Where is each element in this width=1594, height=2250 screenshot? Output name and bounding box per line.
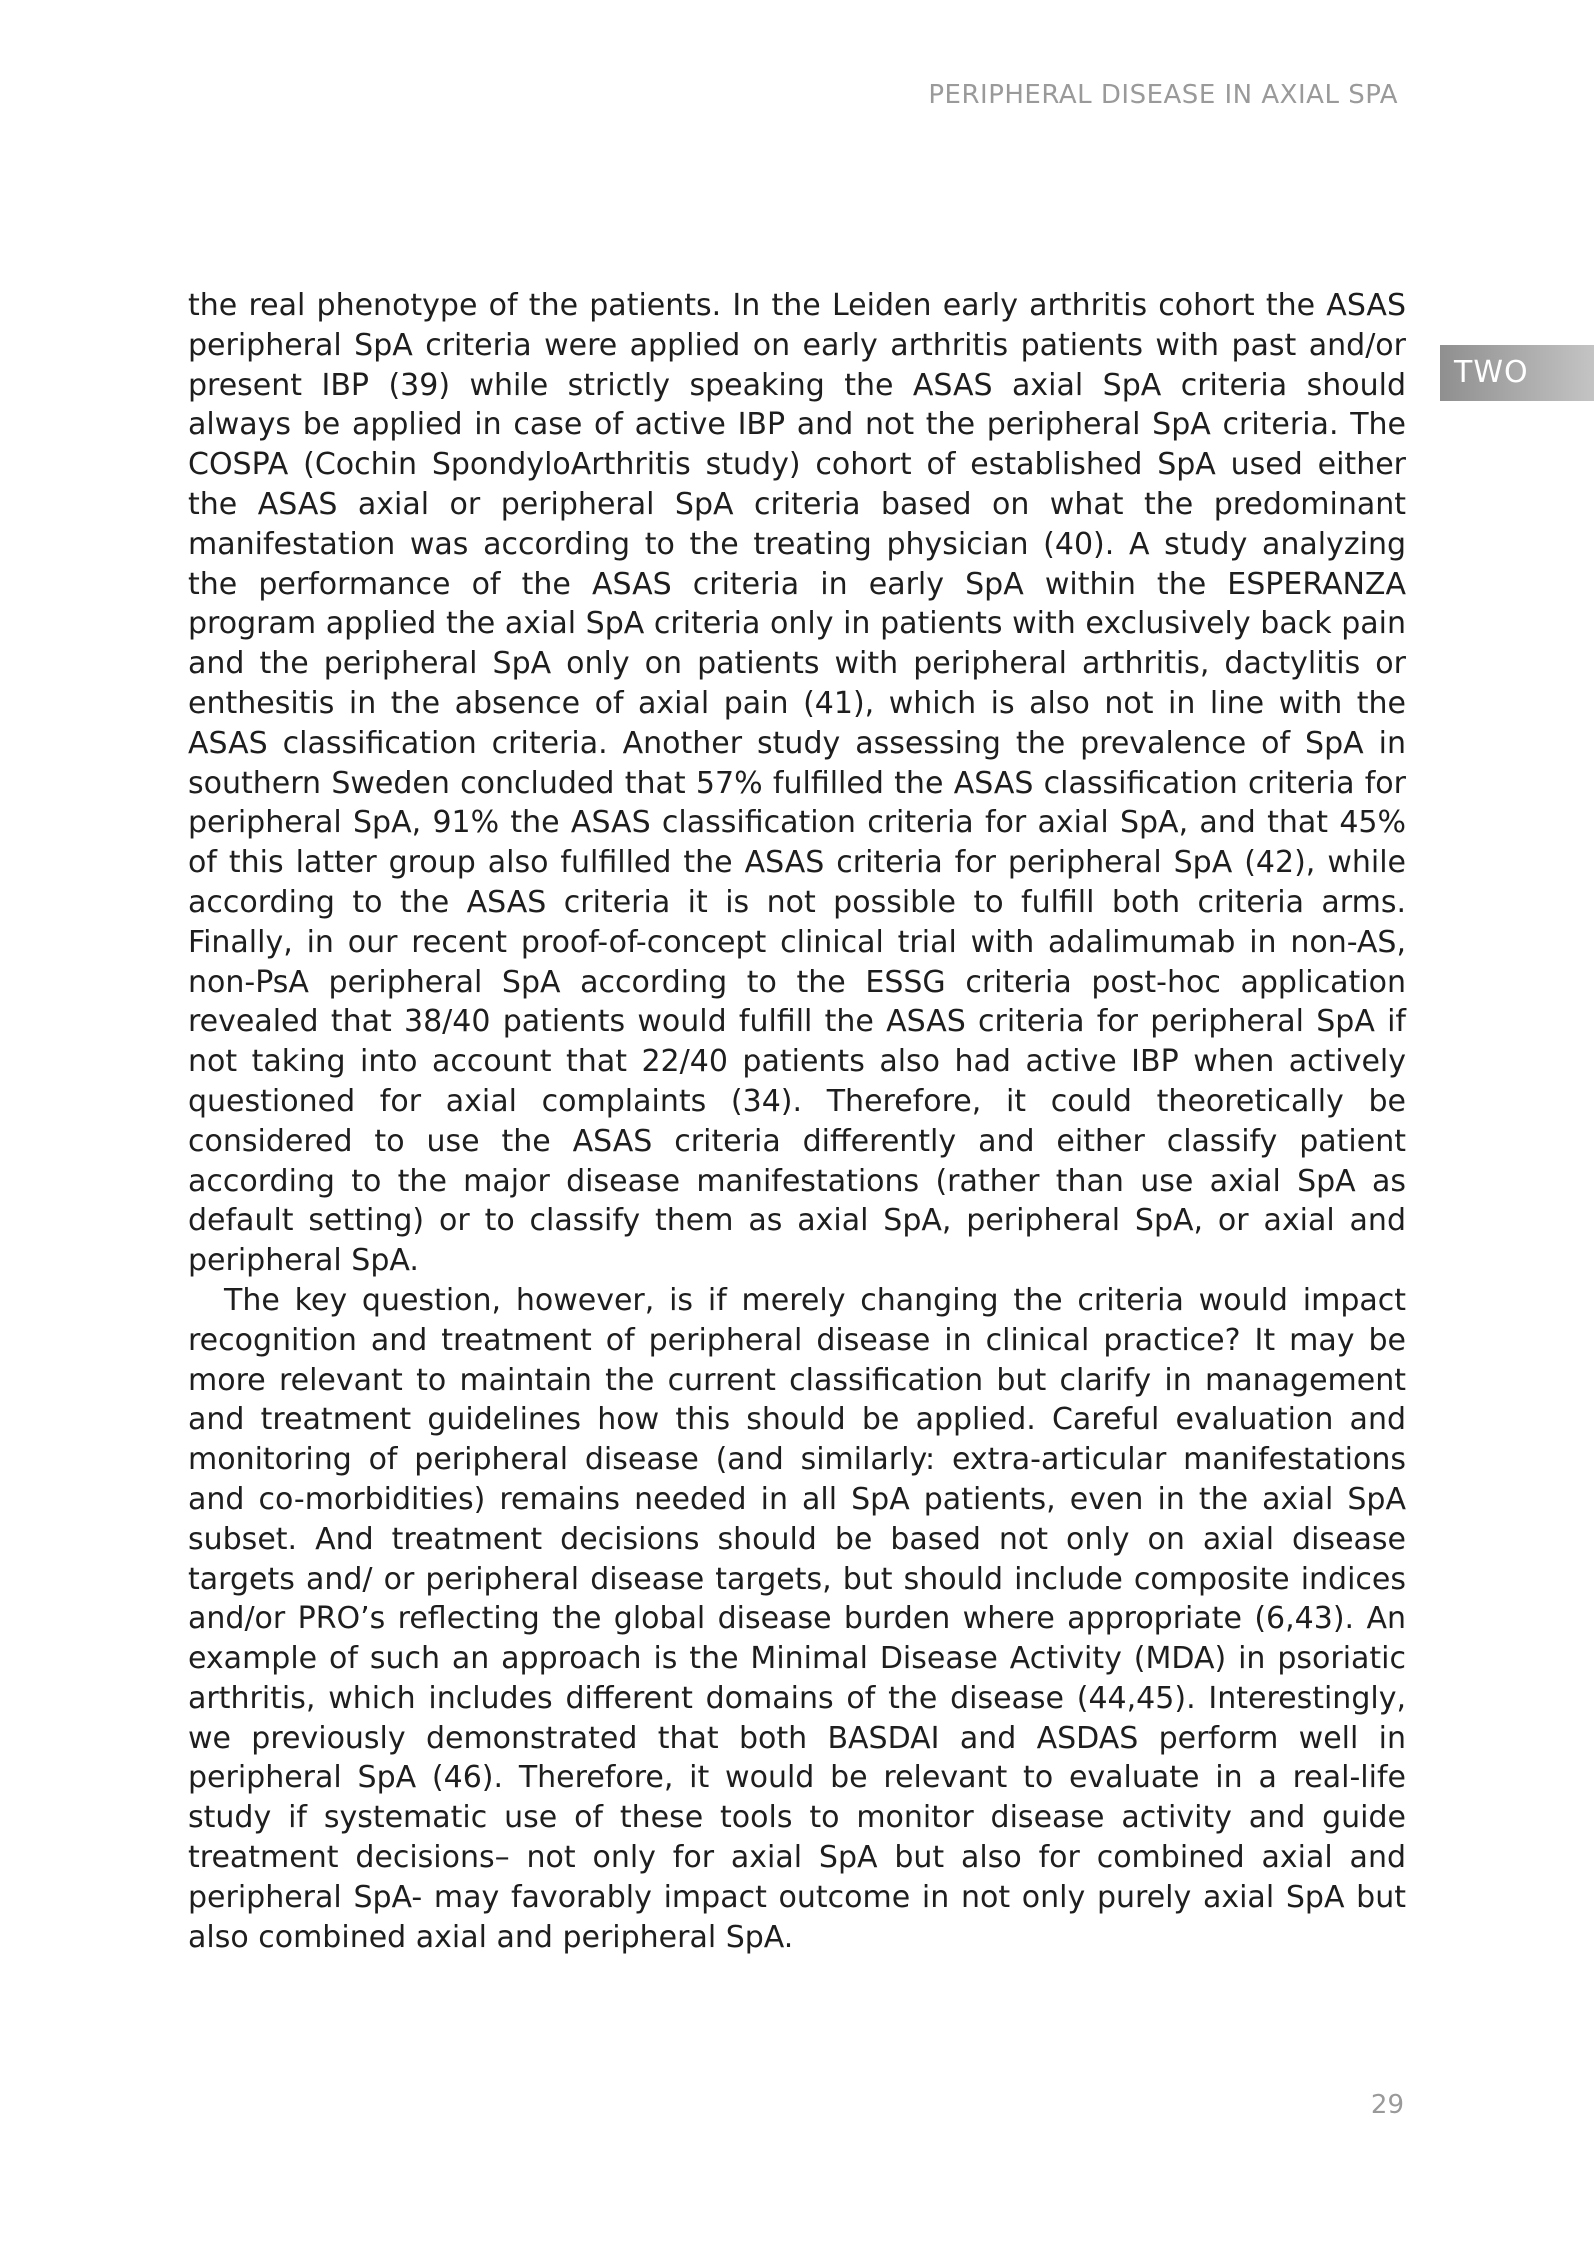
paragraph-1: the real phenotype of the patients. In the Leiden early arthritis cohort the ASAS peripheral SpA criteria were applied on early arthritis patients with past and/or present IBP (39) while strictly speaking the ASAS axial SpA criteria should always be applied in case of active IBP and not the peripheral SpA criteria. The COSPA (Cochin SpondyloArthritis study) cohort of established SpA used either the ASAS axial or peripheral SpA criteria based on what the predominant manifestation was according to the treating physician (40). A study analyzing the performance of the ASAS criteria in early SpA within the ESPERANZA program applied the axial SpA criteria only in patients with exclusively back pain and the peripheral SpA only on patients with peripheral arthritis, dactylitis or enthesitis in the absence of axial pain (41), which is also not in line with the ASAS classification criteria. Another study assessing the prevalence of SpA in southern Sweden concluded that 57% fulfilled the ASAS classification criteria for peripheral SpA, 91% the ASAS classification criteria for axial SpA, and that 45% of this latter group also fulfilled the ASAS criteria for peripheral SpA (42), while according to the ASAS criteria it is not possible to fulfill both criteria arms. Finally, in our recent proof-of-concept clinical trial with adalimumab in non-AS, non-PsA peripheral SpA according to the ESSG criteria post-hoc application revealed that 38/40 patients would fulfill the ASAS criteria for peripheral SpA if not taking into account that 22/40 patients also had active IBP when actively questioned for axial complaints (34). Therefore, it could theoretically be considered to use the ASAS criteria differently and either classify patient according to the major disease manifestations (rather than use axial SpA as default setting) or to classify them as axial SpA, peripheral SpA, or axial and peripheral SpA. [188, 288, 1406, 1279]
running-header: PERIPHERAL DISEASE IN AXIAL SPA [928, 80, 1398, 110]
paragraph-2: The key question, however, is if merely changing the criteria would impact recognition and treatment of peripheral disease in clinical practice? It may be more relevant to maintain the current classification but clarify in management and treatment guidelines how this should be applied. Careful evaluation and monitoring of peripheral disease (and similarly: extra-articular manifestations and co-morbidities) remains needed in all SpA patients, even in the axial SpA subset. And treatment decisions should be based not only on axial disease targets and/ or peripheral disease targets, but should include composite indices and/or PRO’s reflecting the global disease burden where appropriate (6,43). An example of such an approach is the Minimal Disease Activity (MDA) in psoriatic arthritis, which includes different domains of the disease (44,45). Interestingly, we previously demonstrated that both BASDAI and ASDAS perform well in peripheral SpA (46). Therefore, it would be relevant to evaluate in a real-life study if systematic use of these tools to monitor disease activity and guide treatment decisions– not only for axial SpA but also for combined axial and peripheral SpA- may favorably impact outcome in not only purely axial SpA but also combined axial and peripheral SpA. [188, 1282, 1406, 1955]
page-number: 29 [1370, 2090, 1404, 2120]
chapter-tab: TWO [1440, 345, 1594, 401]
body-text [188, 286, 1406, 1957]
